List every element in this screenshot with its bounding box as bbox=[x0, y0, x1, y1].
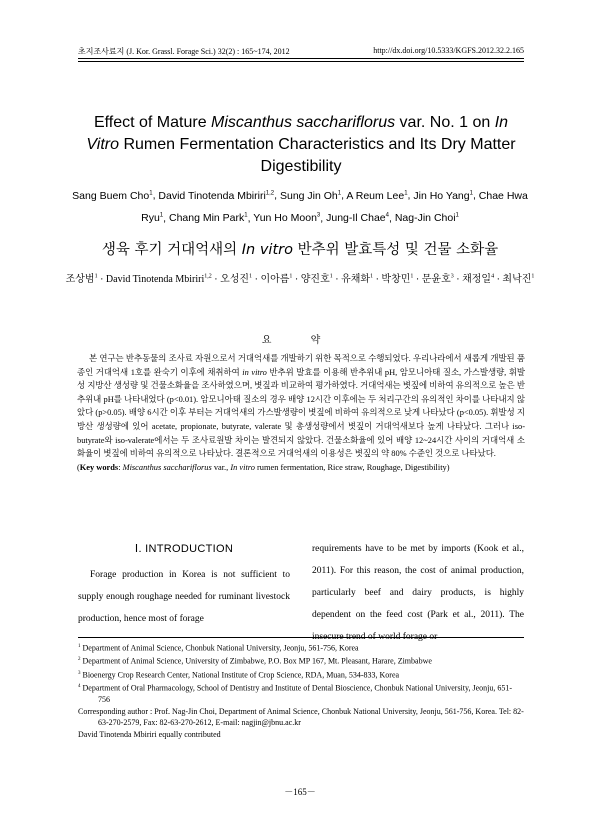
intro-left-column bbox=[78, 538, 290, 630]
korean-abstract bbox=[77, 352, 525, 474]
page-number: －165－ bbox=[284, 787, 316, 797]
footnote-1: $^1$ Department of Animal Science, Chonbuk National University, Jeonju, 561-756, Korea bbox=[78, 643, 359, 653]
corresponding-author: Corresponding author : Prof. Nag-Jin Choi, Department of Animal Science, Chonbuk National University, Jeonju, 561-756, Korea. Tel: 82-63-270-2579, Fax: 82-63-270-2612, E-mail: nagjin@jbnu.ac.kr bbox=[78, 706, 524, 728]
korean-title: 생육 후기 거대억새의 In vitro 반추위 발효특성 및 건물 소화율 bbox=[101, 242, 499, 258]
section-heading-introduction: Ⅰ. INTRODUCTION bbox=[134, 543, 234, 555]
author: Jin Ho Yang$^1$ bbox=[413, 189, 473, 202]
author: Nag-Jin Choi$^1$ bbox=[394, 212, 459, 224]
korean-author: 이아름$^1$ bbox=[260, 274, 293, 286]
author: Yun Ho Moon$^3$ bbox=[253, 212, 321, 224]
korean-author: 유채화$^1$ bbox=[341, 274, 374, 286]
doi-link[interactable]: http://dx.doi.org/10.5333/KGFS.2012.32.2.165 bbox=[373, 46, 524, 55]
footnote-3: $^3$ Bioenergy Crop Research Center, National Institute of Crop Science, RDA, Muan, 534-833, Korea bbox=[78, 670, 400, 680]
abstract-heading: 요 약 bbox=[261, 335, 339, 346]
author: Chang Min Park$^1$ bbox=[168, 212, 248, 224]
author: Sang Buem Cho$^1$ bbox=[72, 189, 153, 202]
author-list: Sang Buem Cho$^1$, David Tinotenda Mbiriri$^{1,2}$, Sung Jin Oh$^1$, A Reum Lee$^1$, Jin Ho Yang$^1$, Chae Hwa Ryu$^1$, Chang Min Park$^1$, Yun Ho Moon$^3$, Jung-Il Chae$^4$, Nag-Jin Choi$^1$ bbox=[72, 189, 528, 224]
korean-author: 채정일$^4$ bbox=[462, 274, 495, 286]
intro-paragraph: Forage production in Korea is not sufficient to supply enough roughage needed for ruminant livestock production, hence most of forage bbox=[78, 570, 290, 624]
author: Chae Hwa Ryu$^1$ bbox=[141, 189, 528, 224]
korean-author: 최낙진$^1$ bbox=[502, 274, 535, 286]
author: David Tinotenda Mbiriri$^{1,2}$ bbox=[158, 189, 275, 202]
korean-author: 양진호$^1$ bbox=[300, 274, 333, 286]
running-header bbox=[78, 46, 524, 57]
korean-author-list: 조상범$^1$ · David Tinotenda Mbiriri$^{1,2}$ · 오성진$^1$ · 이아름$^1$ · 양진호$^1$ · 유채화$^1$ · 박창민$^1$ · 문윤호$^3$ · 채정일$^4$ · 최낙진$^1$ bbox=[65, 274, 535, 286]
keywords: (Key words: Miscanthus sacchariflorus var., In vitro rumen fermentation, Rice straw, Roughage, Digestibility) bbox=[77, 462, 450, 472]
footnote-2: $^2$ Department of Animal Science, University of Zimbabwe, P.O. Box MP 167, Mt. Pleasant, Harare, Zimbabwe bbox=[78, 656, 432, 666]
intro-right-column bbox=[312, 538, 524, 648]
author: Jung-Il Chae$^4$ bbox=[326, 212, 389, 224]
journal-citation: 초지조사료지 (J. Kor. Grassl. Forage Sci.) 32(2) : 165~174, 2012 bbox=[78, 47, 290, 56]
footnotes bbox=[78, 641, 524, 740]
equal-contribution-note: David Tinotenda Mbiriri equally contributed bbox=[78, 729, 221, 739]
header-rule-top bbox=[78, 58, 524, 59]
korean-author: 조상범$^1$ bbox=[65, 274, 98, 286]
korean-author: 박창민$^1$ bbox=[381, 274, 414, 286]
author: Sung Jin Oh$^1$ bbox=[279, 189, 342, 202]
footnote-rule bbox=[78, 637, 524, 638]
intro-paragraph-continued: requirements have to be met by imports (Kook et al., 2011). For this reason, the cost of animal production, particularly beef and dairy products, is highly dependent on the feed cost (Park et al., 2011). The insecure trend of world forage or bbox=[312, 544, 524, 642]
korean-author: 문윤호$^3$ bbox=[421, 274, 454, 286]
abstract-body: 본 연구는 반추동물의 조사료 자원으로서 거대억새를 개발하기 위한 목적으로 수행되었다. 우리나라에서 새롭게 개발된 품종인 거대억새 1호를 완숙기 이후에 채취하여 in vitro 반추위 발효를 이용해 반추위내 pH, 암모니아태 질소, 가스발생량, 휘발성 지방산 생성량 및 건물소화율을 조사하였으며, 볏짚과 비교하여 평가하였다. 거대억새는 볏짚에 비하여 유의적으로 높은 반추위내 pH를 나타내었다 (p<0.01). 암모니아태 질소의 경우 배양 12시간 이후에는 두 처리구간의 유의적인 차이를 나타내지 않았다 (p>0.05). 배양 6시간 이후 부터는 거대억새의 가스발생량이 볏짚에 비하여 유의적으로 낮게 나타났다 (p<0.05). 휘발성 지방산 생성량에 있어 acetate, propionate, butyrate, valerate 및 총생성량에서 볏짚이 거대억새보다 높게 나타났다. 그러나 iso-butyrate와 iso-valerate에서는 두 조사료원발 차이는 발견되지 않았다. 건물소화율에 있어 배양 12~24시간 사이의 거대억새 소화율이 볏짚에 비하여 유의적으로 나타났다. 결론적으로 거대억새의 이용성은 볏짚의 약 80% 수준인 것으로 나타났다. bbox=[77, 354, 526, 459]
korean-author: David Tinotenda Mbiriri$^{1,2}$ bbox=[105, 274, 212, 286]
header-rule-bottom bbox=[78, 61, 524, 62]
paper-title: Effect of Mature Miscanthus sacchariflorus var. No. 1 on In Vitro Rumen Fermentation Characteristics and Its Dry Matter Digestibility bbox=[86, 114, 516, 175]
footnote-4: $^4$ Department of Oral Pharmacology, School of Dentistry and Institute of Dental Bioscience, Chonbuk National University, Jeonju, 651-756 bbox=[78, 683, 513, 704]
korean-author: 오성진$^1$ bbox=[220, 274, 253, 286]
author: A Reum Lee$^1$ bbox=[346, 189, 408, 202]
